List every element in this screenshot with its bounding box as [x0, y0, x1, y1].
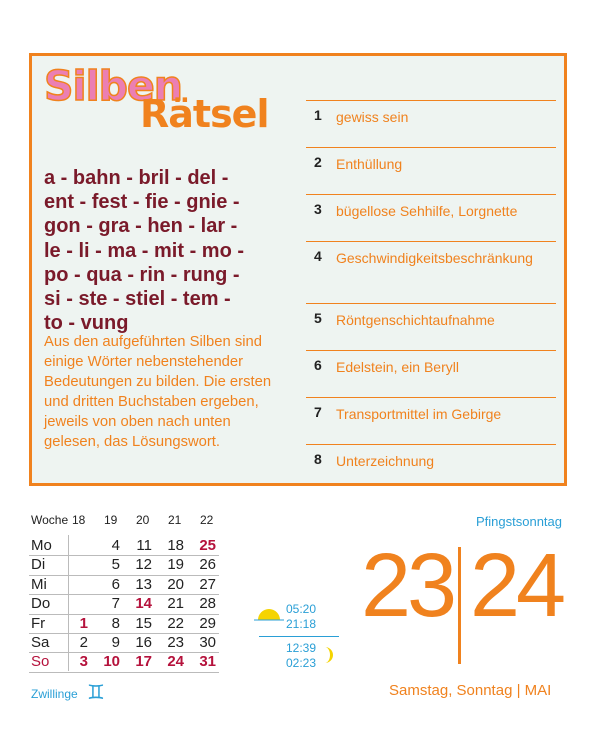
calendar-row-line: [29, 652, 219, 653]
calendar-day-number: 31: [199, 653, 216, 671]
week-number: 21: [168, 513, 182, 527]
calendar-row-line: [29, 614, 219, 615]
weekday-label: Fr: [31, 614, 46, 632]
calendar-day-number: 5: [111, 556, 120, 574]
calendar-day-number: 27: [199, 575, 216, 593]
calendar-row-line: [29, 633, 219, 634]
moon-icon: [322, 646, 336, 664]
syllable-line: le - li - ma - mit - mo -: [44, 239, 245, 262]
syllable-line: gon - gra - hen - lar -: [44, 215, 238, 238]
calendar-row-line: [29, 594, 219, 595]
week-number: 20: [136, 513, 150, 527]
clue-item: [306, 303, 556, 350]
syllable-line: to - vung: [44, 312, 129, 335]
calendar-day-number: 20: [167, 575, 184, 593]
puzzle-title-raetsel: Rätsel: [140, 92, 269, 136]
date-saturday: 23: [361, 536, 454, 636]
clue-text: gewiss sein: [336, 109, 409, 125]
calendar-day-number: 8: [111, 614, 120, 632]
calendar-day-number: 10: [103, 653, 120, 671]
calendar-day-number: 16: [135, 634, 152, 651]
holiday-label: Pfingstsonntag: [476, 514, 563, 529]
calendar-day-number: 28: [199, 595, 216, 613]
clue-item: [306, 241, 556, 303]
weekday-label: So: [31, 653, 50, 671]
week-number: 18: [72, 513, 86, 527]
calendar-day-number: 17: [135, 653, 152, 671]
clue-number: 7: [314, 404, 322, 420]
week-number: 19: [104, 513, 118, 527]
calendar-day-number: 9: [111, 634, 120, 651]
calendar-day-number: 24: [167, 653, 184, 671]
clue-number: 5: [314, 310, 322, 326]
week-label: Woche: [31, 513, 69, 527]
calendar-day-number: 30: [199, 634, 216, 651]
calendar-day-number: 25: [199, 537, 216, 554]
calendar-day-number: 2: [79, 634, 88, 651]
calendar-day-number: 29: [199, 614, 216, 632]
clue-text: Röntgenschichtaufnahme: [336, 312, 495, 328]
calendar-row-line: [29, 672, 219, 673]
clue-item: [306, 147, 556, 194]
syllable-line: si - ste - stiel - tem -: [44, 288, 231, 311]
syllable-line: ent - fest - fie - gnie -: [44, 191, 240, 214]
calendar-day-number: 13: [135, 575, 152, 593]
calendar-day-number: 26: [199, 556, 216, 574]
clue-text: bügellose Sehhilfe, Lorgnette: [336, 203, 518, 219]
weekday-label: Sa: [31, 634, 50, 651]
date-caption: Samstag, Sonntag | MAI: [389, 682, 552, 699]
calendar-day-number: 15: [135, 614, 152, 632]
calendar-day-number: 12: [135, 556, 152, 574]
clue-item: [306, 397, 556, 444]
clue-number: 6: [314, 357, 322, 373]
calendar-day-number: 18: [167, 537, 184, 554]
calendar-day-number: 6: [111, 575, 120, 593]
moonset-time: 02:23: [286, 656, 317, 670]
moonrise-time: 12:39: [286, 641, 317, 655]
clue-item: [306, 100, 556, 147]
clue-item: [306, 350, 556, 397]
clue-number: 8: [314, 451, 322, 467]
weekday-label: Mo: [31, 537, 52, 554]
weekday-label: Mi: [31, 575, 47, 593]
calendar-day-number: 7: [111, 595, 120, 613]
clue-item: [306, 444, 556, 491]
clue-text: Enthüllung: [336, 156, 403, 172]
syllable-list: [44, 166, 284, 335]
sunrise-icon: [254, 604, 284, 622]
calendar-day-number: 22: [167, 614, 184, 632]
instructions-text: Aus den aufgeführten Silben sind einige Wörter nebenstehender Bedeutungen zu bilden. Die ersten und dritten Buchstaben ergeben, jeweils von oben nach unten gelesen, das Lösungswort.: [44, 334, 272, 450]
date-separator: [458, 547, 461, 664]
calendar-day-number: 4: [111, 537, 120, 554]
puzzle-title-silben: Silben: [44, 62, 182, 110]
syllable-line: po - qua - rin - rung -: [44, 263, 240, 286]
clue-text: Unterzeichnung: [336, 453, 435, 469]
weekday-label: Di: [31, 556, 46, 574]
calendar-row-line: [29, 575, 219, 576]
gemini-icon: ♊: [87, 682, 105, 704]
clue-text: Edelstein, ein Beryll: [336, 359, 459, 375]
clue-list: [306, 100, 556, 491]
date-sunday: 24: [470, 536, 563, 636]
clue-number: 2: [314, 154, 322, 170]
puzzle-box: [29, 53, 567, 486]
sun-moon-divider: [259, 636, 339, 637]
clue-text: Transportmittel im Gebirge: [336, 406, 502, 422]
calendar-day-number: 19: [167, 556, 184, 574]
calendar-day-number: 23: [167, 634, 184, 651]
weekday-label: Do: [31, 595, 51, 613]
week-number: 22: [200, 513, 214, 527]
clue-number: 1: [314, 107, 322, 123]
calendar-day-number: 1: [79, 614, 88, 632]
calendar-day-number: 3: [79, 653, 88, 671]
sunset-time: 21:18: [286, 617, 317, 631]
calendar-day-number: 21: [167, 595, 184, 613]
clue-text: Geschwindigkeitsbeschränkung: [336, 250, 533, 266]
clue-number: 4: [314, 248, 322, 264]
zodiac-label: Zwillinge: [31, 687, 78, 701]
sunrise-time: 05:20: [286, 602, 317, 616]
syllable-line: a - bahn - bril - del -: [44, 167, 229, 189]
calendar-day-number: 11: [136, 537, 152, 554]
calendar-day-number: 14: [135, 595, 152, 613]
clue-number: 3: [314, 201, 322, 217]
calendar-row-line: [29, 555, 219, 556]
clue-item: [306, 194, 556, 241]
